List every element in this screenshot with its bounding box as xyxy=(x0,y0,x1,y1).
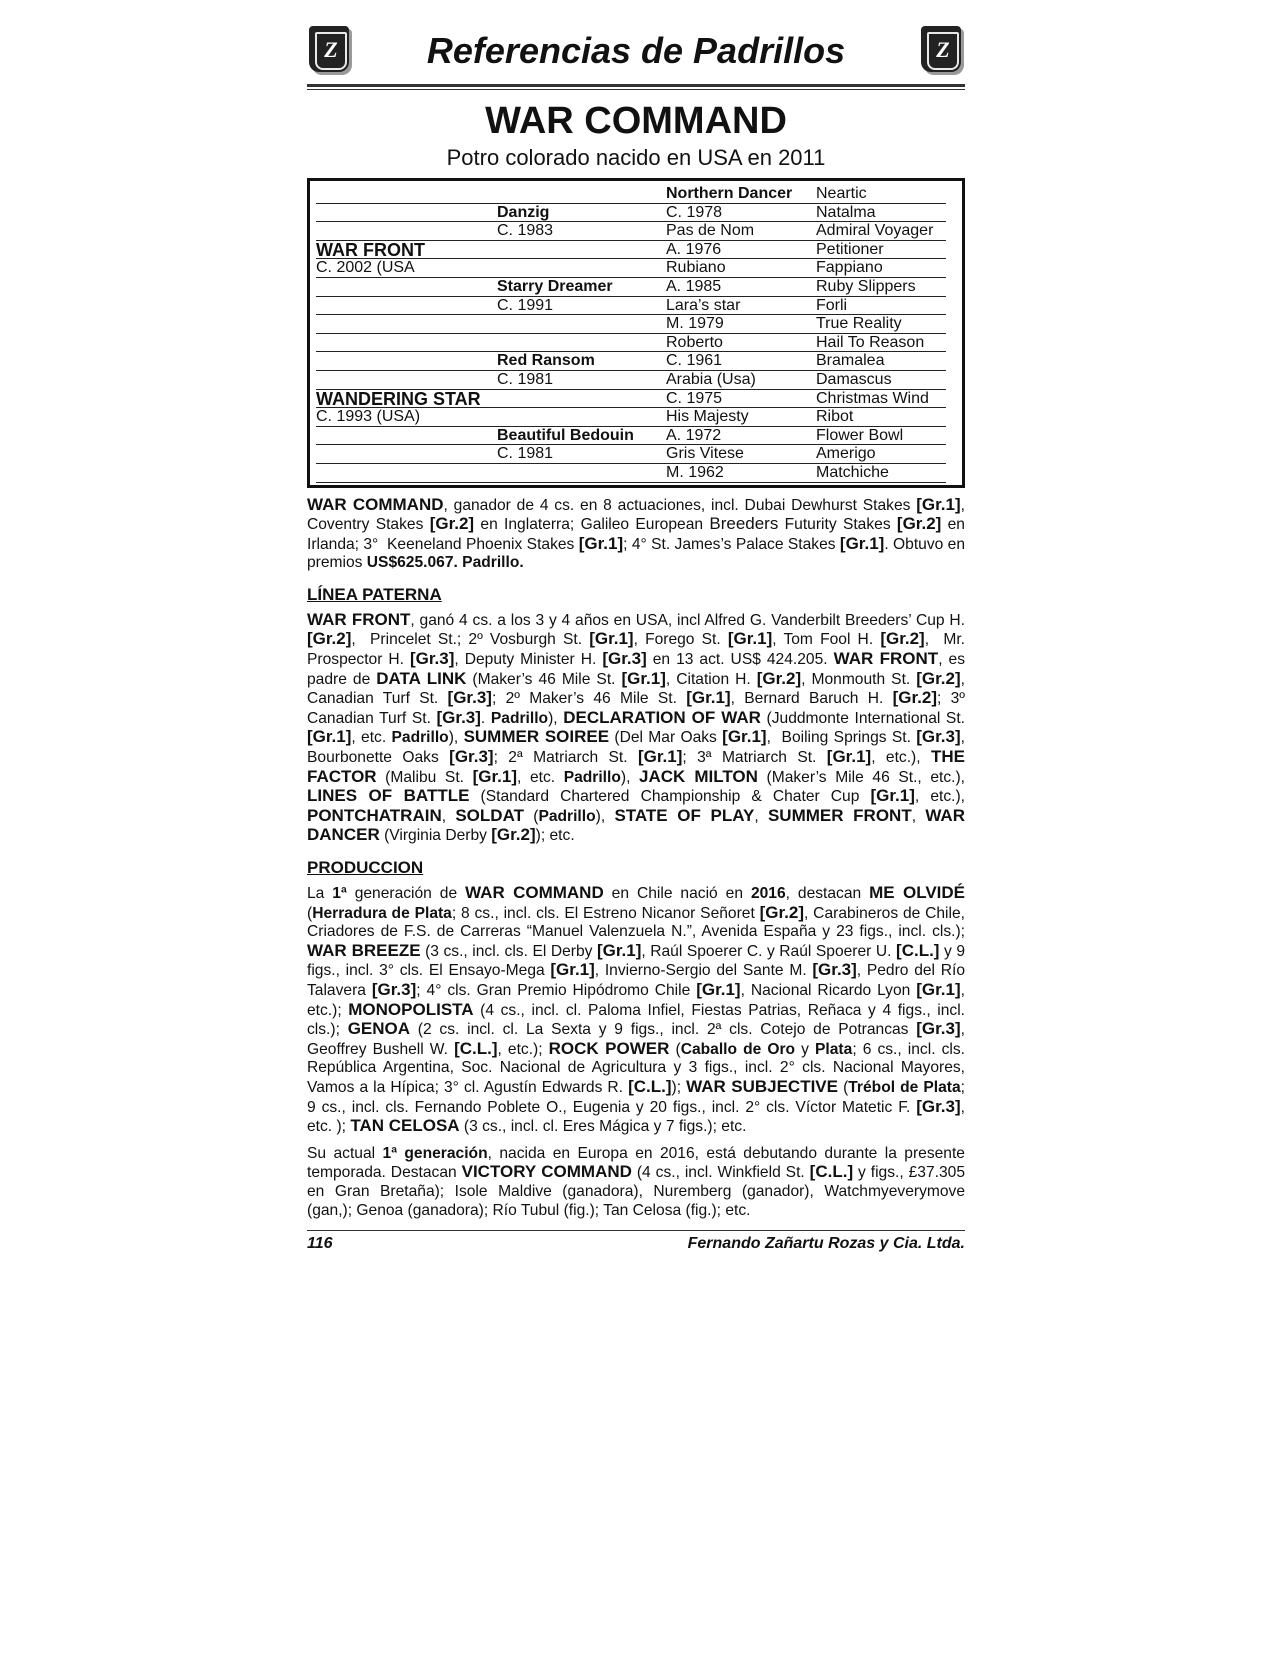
pedigree-cell: A. 1976 xyxy=(666,241,816,260)
pedigree-row xyxy=(316,390,956,409)
pedigree-cell: Petitioner xyxy=(816,241,946,260)
pedigree-cell: A. 1985 xyxy=(666,278,816,297)
pedigree-cell: Christmas Wind xyxy=(816,390,946,409)
pedigree-cell xyxy=(316,334,497,353)
pedigree-cell: Neartic xyxy=(816,185,946,204)
header-divider xyxy=(307,89,965,90)
pedigree-row xyxy=(316,445,956,464)
pedigree-cell: Red Ransom xyxy=(497,352,666,371)
pedigree-cell xyxy=(497,259,666,278)
pedigree-cell xyxy=(316,371,497,390)
pedigree-cell: M. 1962 xyxy=(666,464,816,483)
pedigree-cell xyxy=(497,334,666,353)
pedigree-cell: Ribot xyxy=(816,408,946,427)
pedigree-cell: Rubiano xyxy=(666,259,816,278)
pedigree-cell: Lara’s star xyxy=(666,297,816,316)
pedigree-cell: Admiral Voyager xyxy=(816,222,946,241)
pedigree-row xyxy=(316,241,956,260)
publisher-name: Fernando Zañartu Rozas y Cia. Ltda. xyxy=(687,1235,965,1253)
pedigree-cell: Flower Bowl xyxy=(816,427,946,446)
pedigree-row xyxy=(316,297,956,316)
pedigree-cell: C. 1983 xyxy=(497,222,666,241)
pedigree-cell: WANDERING STAR xyxy=(316,390,497,409)
pedigree-cell xyxy=(316,427,497,446)
publisher-logo-icon: Z xyxy=(921,26,961,72)
pedigree-cell: A. 1972 xyxy=(666,427,816,446)
pedigree-row xyxy=(316,408,956,427)
pedigree-row xyxy=(316,334,956,353)
production-paragraph: La 1ª generación de WAR COMMAND en Chile nació en 2016, destacan ME OLVIDÉ (Herradura de Plata; 8 cs., incl. cls. El Estreno Nicanor Señoret [Gr.2], Carabineros de Chile, Criadores de F.S. de Carreras “Manuel Valenzuela N.”, Avenida España y 23 figs., incl. cls.); WAR BREEZE (3 cs., incl. cls. El Derby [Gr.1], Raúl Spoerer C. y Raúl Spoerer U. [C.L.] y 9 figs., incl. 3° cls. El Ensayo-Mega [Gr.1], Invierno-Sergio del Sante M. [Gr.3], Pedro del Río Talavera [Gr.3]; 4° cls. Gran Premio Hipódromo Chile [Gr.1], Nacional Ricardo Lyon [Gr.1], etc.); MONOPOLISTA (4 cs., incl. cl. Paloma Infiel, Fiestas Patrias, Reñaca y 4 figs., incl. cls.); GENOA (2 cs. incl. cl. La Sexta y 9 figs., incl. 2ª cls. Cotejo de Potrancas [Gr.3], Geoffrey Bushell W. [C.L.], etc.); ROCK POWER (Caballo de Oro y Plata; 6 cs., incl. cls. República Argentina, Soc. Nacional de Agricultura y 3 figs., incl. 2° cls. Nacional Mayores, Vamos a la Hípica; 3° cl. Agustín Edwards R. [C.L.]); WAR SUBJECTIVE (Trébol de Plata; 9 cs., incl. cls. Fernando Poblete O., Eugenia y 20 figs., incl. 2° cls. Víctor Matetic F. [Gr.3], etc. ); TAN CELOSA (3 cs., incl. cl. Eres Mágica y 7 figs.); etc. xyxy=(307,883,965,1136)
pedigree-cell: C. 1991 xyxy=(497,297,666,316)
pedigree-cell xyxy=(316,222,497,241)
pedigree-cell xyxy=(497,315,666,334)
pedigree-cell: Northern Dancer xyxy=(666,185,816,204)
pedigree-cell: C. 1993 (USA) xyxy=(316,408,497,427)
pedigree-cell: Starry Dreamer xyxy=(497,278,666,297)
pedigree-cell xyxy=(316,185,497,204)
pedigree-row xyxy=(316,315,956,334)
pedigree-cell: C. 2002 (USA xyxy=(316,259,497,278)
page-header xyxy=(307,22,965,87)
pedigree-cell: Roberto xyxy=(666,334,816,353)
pedigree-row xyxy=(316,427,956,446)
section-linea-paterna: LÍNEA PATERNA xyxy=(307,584,442,604)
pedigree-row xyxy=(316,464,956,483)
summary-paragraph: WAR COMMAND, ganador de 4 cs. en 8 actuaciones, incl. Dubai Dewhurst Stakes [Gr.1], Coventry Stakes [Gr.2] en Inglaterra; Galileo European Breeders Futurity Stakes [Gr.2] en Irlanda; 3° Keeneland Phoenix Stakes [Gr.1]; 4° St. James’s Palace Stakes [Gr.1]. Obtuvo en premios US$625.067. Padrillo. xyxy=(307,494,966,572)
pedigree-cell: Danzig xyxy=(497,204,666,223)
pedigree-cell: Damascus xyxy=(816,371,946,390)
pedigree-cell xyxy=(497,390,666,409)
pedigree-cell: C. 1978 xyxy=(666,204,816,223)
pedigree-row xyxy=(316,259,956,278)
pedigree-cell: Pas de Nom xyxy=(666,222,816,241)
pedigree-row xyxy=(316,278,956,297)
pedigree-cell: Hail To Reason xyxy=(816,334,946,353)
pedigree-row xyxy=(316,222,956,241)
pedigree-cell xyxy=(316,297,497,316)
pedigree-cell: Fappiano xyxy=(816,259,946,278)
pedigree-row xyxy=(316,204,956,223)
page-footer xyxy=(307,1230,965,1253)
pedigree-cell: Forli xyxy=(816,297,946,316)
document-page xyxy=(307,22,965,1253)
pedigree-cell xyxy=(316,352,497,371)
pedigree-cell: Matchiche xyxy=(816,464,946,483)
pedigree-table xyxy=(307,178,965,488)
pedigree-cell: C. 1961 xyxy=(666,352,816,371)
europe-paragraph: Su actual 1ª generación, nacida en Europa en 2016, está debutando durante la presente temporada. Destacan VICTORY COMMAND (4 cs., incl. Winkfield St. [C.L.] y figs., £37.305 en Gran Bretaña); Isole Maldive (ganadora), Nuremberg (ganador), Watchmyeverymove (gan,); Genoa (ganadora); Río Tubul (fig.); Tan Celosa (fig.); etc. xyxy=(307,1144,965,1219)
pedigree-cell: His Majesty xyxy=(666,408,816,427)
pedigree-cell xyxy=(316,445,497,464)
pedigree-cell xyxy=(497,408,666,427)
pedigree-row xyxy=(316,371,956,390)
pedigree-cell xyxy=(316,315,497,334)
pedigree-cell xyxy=(316,278,497,297)
pedigree-cell: M. 1979 xyxy=(666,315,816,334)
pedigree-cell xyxy=(497,185,666,204)
horse-description: Potro colorado nacido en USA en 2011 xyxy=(446,145,826,170)
pedigree-cell xyxy=(497,241,666,260)
pedigree-cell: Bramalea xyxy=(816,352,946,371)
pedigree-cell: Beautiful Bedouin xyxy=(497,427,666,446)
paternal-line-paragraph: WAR FRONT, ganó 4 cs. a los 3 y 4 años en USA, incl Alfred G. Vanderbilt Breeders’ Cup H. [Gr.2], Princelet St.; 2º Vosburgh St. [Gr.1], Forego St. [Gr.1], Tom Fool H. [Gr.2], Mr. Prospector H. [Gr.3], Deputy Minister H. [Gr.3] en 13 act. US$ 424.205. WAR FRONT, es padre de DATA LINK (Maker’s 46 Mile St. [Gr.1], Citation H. [Gr.2], Monmouth St. [Gr.2], Canadian Turf St. [Gr.3]; 2º Maker’s 46 Mile St. [Gr.1], Bernard Baruch H. [Gr.2]; 3º Canadian Turf St. [Gr.3]. Padrillo), DECLARATION OF WAR (Juddmonte International St. [Gr.1], etc. Padrillo), SUMMER SOIREE (Del Mar Oaks [Gr.1], Boiling Springs St. [Gr.3], Bourbonette Oaks [Gr.3]; 2ª Matriarch St. [Gr.1]; 3ª Matriarch St. [Gr.1], etc.), THE FACTOR (Malibu St. [Gr.1], etc. Padrillo), JACK MILTON (Maker’s Mile 46 St., etc.), LINES OF BATTLE (Standard Chartered Championship & Chater Cup [Gr.1], etc.), PONTCHATRAIN, SOLDAT (Padrillo), STATE OF PLAY, SUMMER FRONT, WAR DANCER (Virginia Derby [Gr.2]); etc. xyxy=(307,609,966,845)
pedigree-cell: True Reality xyxy=(816,315,946,334)
pedigree-cell: Arabia (Usa) xyxy=(666,371,816,390)
header-title: Referencias de Padrillos xyxy=(426,30,846,71)
pedigree-cell: Amerigo xyxy=(816,445,946,464)
pedigree-cell: Ruby Slippers xyxy=(816,278,946,297)
pedigree-cell xyxy=(316,464,497,483)
pedigree-cell: C. 1975 xyxy=(666,390,816,409)
pedigree-cell: Natalma xyxy=(816,204,946,223)
page-number: 116 xyxy=(307,1235,333,1253)
section-produccion: PRODUCCION xyxy=(307,858,424,877)
pedigree-row xyxy=(316,185,956,204)
pedigree-cell xyxy=(497,464,666,483)
publisher-logo-icon: Z xyxy=(309,26,349,72)
pedigree-row xyxy=(316,352,956,371)
pedigree-cell: C. 1981 xyxy=(497,371,666,390)
pedigree-cell: WAR FRONT xyxy=(316,241,497,260)
pedigree-cell: Gris Vitese xyxy=(666,445,816,464)
horse-name: WAR COMMAND xyxy=(485,100,787,142)
pedigree-cell xyxy=(316,204,497,223)
pedigree-cell: C. 1981 xyxy=(497,445,666,464)
